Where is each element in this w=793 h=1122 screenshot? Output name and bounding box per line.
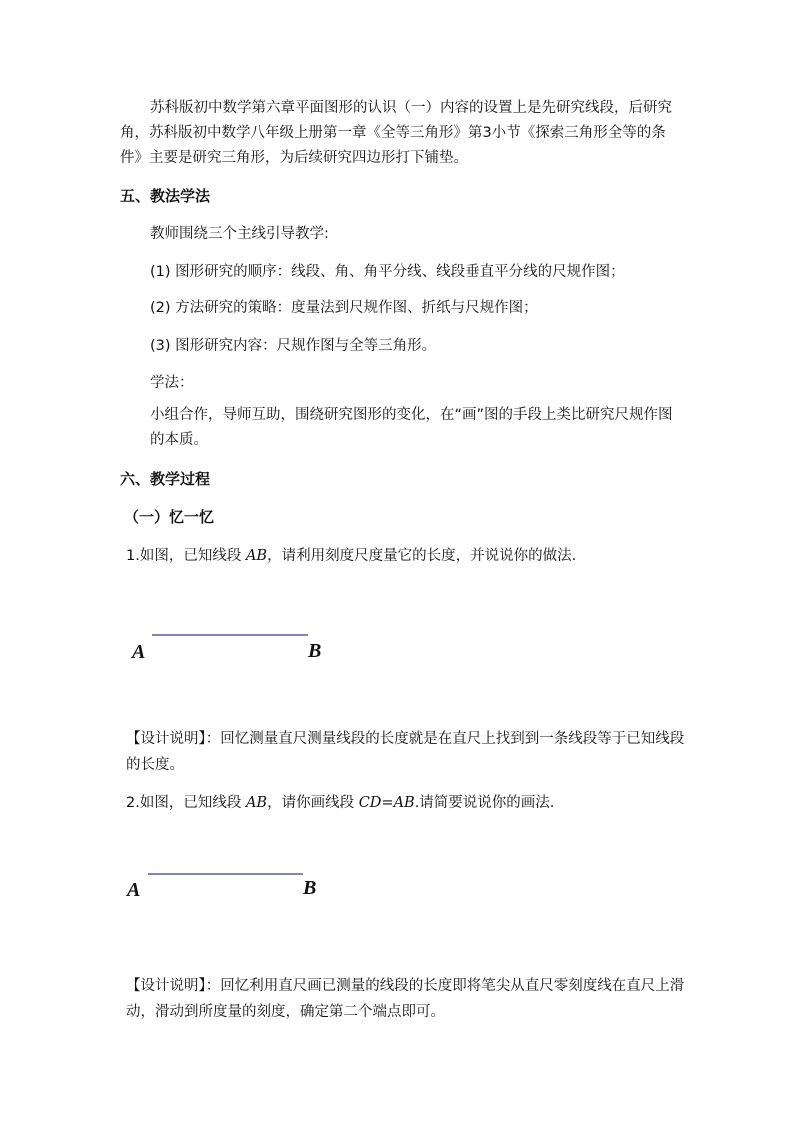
- segment-ab-figure-1: [152, 633, 312, 637]
- label-a-figure-2: A: [127, 879, 141, 901]
- question-1-suffix: ，请利用刻度尺度量它的长度，并说说你的做法.: [267, 548, 577, 564]
- question-1-var: AB: [245, 548, 268, 564]
- intro-paragraph: 苏科版初中数学第六章平面图形的认识（一）内容的设置上是先研究线段，后研究角，苏科版初中数学八年级上册第一章《全等三角形》第3小节《探索三角形全等的条件》主要是研究三角形，为后续研究四边形打下铺垫。: [120, 100, 672, 166]
- study-method-text: 小组合作，导师互助，围绕研究图形的变化，在“画”图的手段上类比研究尺规作图的本质。: [150, 407, 673, 448]
- section-heading-process: 六、教学过程: [120, 470, 211, 488]
- section-heading-methods: 五、教法学法: [120, 187, 211, 205]
- question-1-prefix: 1.如图，已知线段: [126, 548, 246, 564]
- subsection-heading-recall: （一）忆一忆: [124, 508, 215, 526]
- question-2-var-ab: AB: [245, 795, 268, 811]
- question-2-var-cd: CD=AB: [358, 795, 415, 811]
- teaching-item-3: (3) 图形研究内容：尺规作图与全等三角形。: [150, 338, 437, 354]
- question-2-prefix: 2.如图，已知线段: [126, 795, 246, 811]
- question-1: [126, 544, 576, 565]
- question-2-suffix: .请简要说说你的画法.: [414, 795, 555, 811]
- segment-ab-figure-2: [148, 872, 308, 876]
- teaching-item-1: (1) 图形研究的顺序：线段、角、角平分线、线段垂直平分线的尺规作图；: [150, 264, 625, 280]
- question-2: [126, 791, 554, 812]
- design-note-2: 【设计说明】：回忆利用直尺画已测量的线段的长度即将笔尖从直尺零刻度线在直尺上滑动，滑动到所度量的刻度，确定第二个端点即可。: [126, 978, 685, 1020]
- teaching-lead: 教师围绕三个主线引导教学:: [150, 226, 329, 242]
- label-b-figure-2: B: [303, 877, 317, 899]
- question-2-mid: ，请你画线段: [267, 795, 359, 811]
- design-note-1: 【设计说明】：回忆测量直尺测量线段的长度就是在直尺上找到到一条线段等于已知线段的长度。: [126, 731, 685, 773]
- label-b-figure-1: B: [308, 640, 322, 662]
- study-method-label: 学法：: [150, 375, 194, 391]
- teaching-item-2: (2) 方法研究的策略：度量法到尺规作图、折纸与尺规作图；: [150, 300, 538, 316]
- label-a-figure-1: A: [132, 641, 146, 663]
